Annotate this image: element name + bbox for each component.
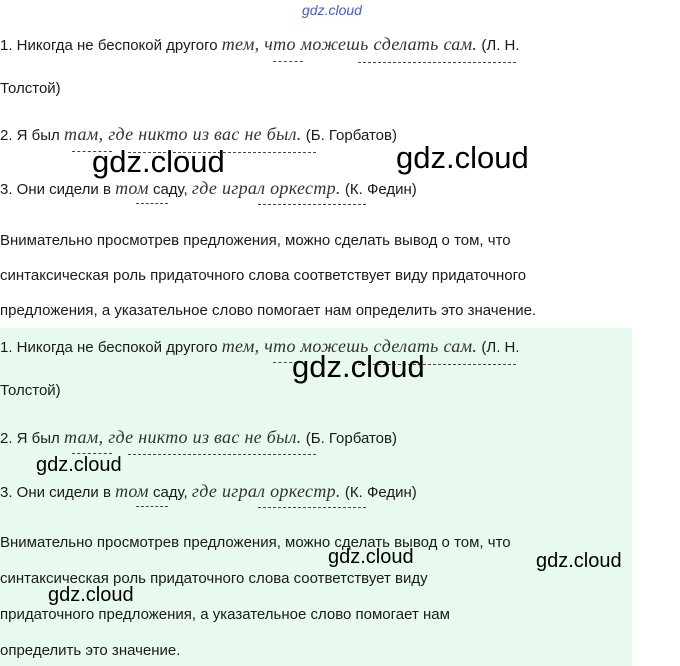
sentence-3-mid: саду,: [148, 181, 192, 198]
sentence-3-word: том: [115, 178, 149, 198]
sentence-2-clause: там, где никто из вас не был.: [63, 124, 302, 144]
underline-dashed: [258, 507, 366, 508]
underline-dashed: [358, 62, 516, 63]
underline-dashed: [273, 61, 303, 62]
sentence-2: [0, 124, 397, 145]
underline-dashed: [136, 506, 168, 507]
sentence-2-attribution: (Б. Горбатов): [301, 127, 397, 144]
watermark: gdz.cloud: [36, 454, 122, 476]
sentence-2-attribution: (Б. Горбатов): [301, 430, 397, 447]
underline-dashed: [136, 203, 168, 204]
watermark: gdz.cloud: [92, 144, 225, 179]
sentence-3-word: том: [115, 481, 149, 501]
sentence-2-copy: [0, 427, 397, 448]
watermark: gdz.cloud: [328, 546, 414, 568]
watermark: gdz.cloud: [292, 349, 425, 384]
sentence-1-attribution-cont: Толстой): [0, 80, 61, 97]
sentence-2-text: 2. Я был: [0, 127, 64, 144]
conclusion-line-1: Внимательно просмотрев предложения, можно сделать вывод о том, что: [0, 232, 511, 249]
sentence-1-text: 1. Никогда не беспокой другого: [0, 339, 222, 356]
sentence-3-text: 3. Они сидели в: [0, 181, 116, 198]
conclusion-line-3: придаточного предложения, а указательное слово помогает нам: [0, 606, 450, 623]
underline-dashed: [258, 204, 366, 205]
sentence-3-clause: где играл оркестр.: [191, 481, 341, 501]
sentence-2-text: 2. Я был: [0, 430, 64, 447]
conclusion-line-1: Внимательно просмотрев предложения, можно сделать вывод о том, что: [0, 534, 511, 551]
sentence-3-attribution: (К. Федин): [340, 484, 417, 501]
conclusion-line-4: определить это значение.: [0, 642, 181, 659]
watermark: gdz.cloud: [396, 140, 529, 175]
sentence-3-clause: где играл оркестр.: [191, 178, 341, 198]
sentence-1-clause: тем, что можешь сделать сам.: [221, 34, 478, 54]
watermark-top: gdz.cloud: [302, 2, 362, 18]
watermark: gdz.cloud: [536, 550, 622, 572]
underline-dashed: [128, 454, 316, 455]
sentence-1-attribution: (Л. Н.: [477, 37, 520, 54]
sentence-3-attribution: (К. Федин): [340, 181, 417, 198]
conclusion-line-2: синтаксическая роль придаточного слова соответствует виду придаточного: [0, 267, 527, 284]
conclusion-line-2: синтаксическая роль придаточного слова соответствует виду: [0, 570, 428, 587]
conclusion-line-3: предложения, а указательное слово помогает нам определить это значение.: [0, 302, 537, 319]
sentence-1-clause: тем, что можешь сделать сам.: [221, 336, 478, 356]
sentence-3-text: 3. Они сидели в: [0, 484, 116, 501]
sentence-1-text: 1. Никогда не беспокой другого: [0, 37, 222, 54]
sentence-2-clause: там, где никто из вас не был.: [63, 427, 302, 447]
sentence-3: [0, 178, 417, 199]
sentence-3-copy: [0, 481, 417, 502]
sentence-1-attribution: (Л. Н.: [477, 339, 520, 356]
watermark: gdz.cloud: [48, 584, 134, 606]
sentence-1-attribution-cont: Толстой): [0, 382, 61, 399]
sentence-1: [0, 34, 520, 55]
sentence-3-mid: саду,: [148, 484, 192, 501]
sentence-1-copy: [0, 336, 520, 357]
